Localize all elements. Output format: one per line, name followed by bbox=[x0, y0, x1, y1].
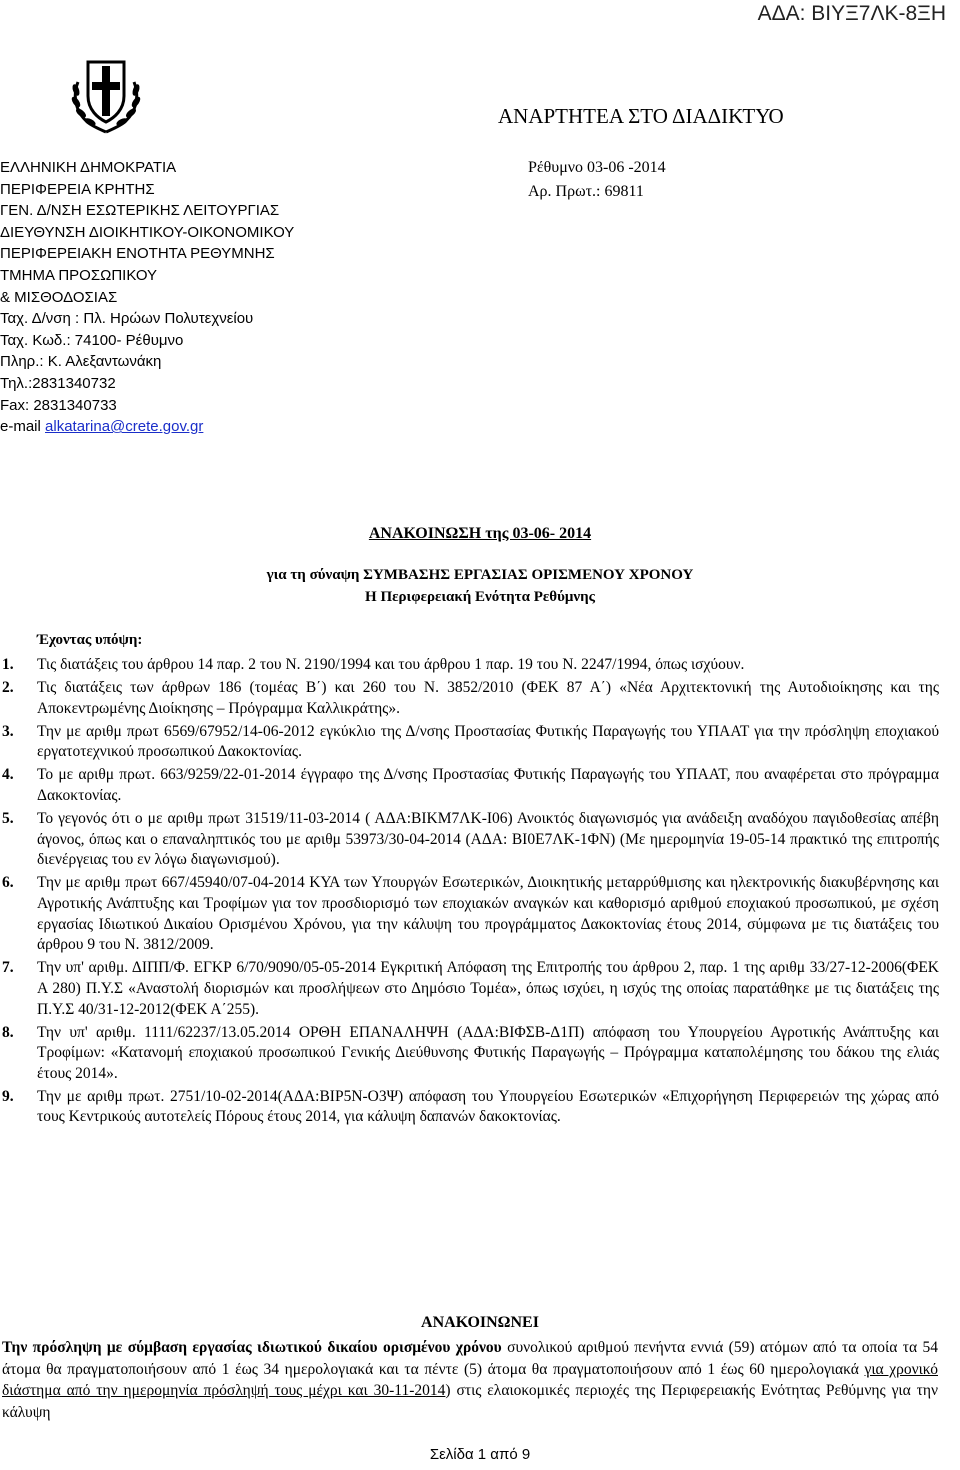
email-line bbox=[0, 416, 294, 438]
list-item bbox=[0, 809, 960, 871]
list-item bbox=[0, 1087, 960, 1128]
item-number: 2. bbox=[2, 679, 14, 697]
sender-address-block bbox=[0, 157, 294, 438]
list-item bbox=[0, 655, 960, 676]
body-text-1: συνολικού αριθμού πενήντα εννιά (59) ατόμων από τα οποία τα 54 άτομα θα πραγματοποιήσουν από 1 έως 34 ημερολογιακά και τα πέντε (5) άτομα θα πραγματοποιήσουν από 1 έως 60 ημερολογιακά bbox=[2, 1339, 938, 1378]
list-item bbox=[0, 1023, 960, 1085]
post-online-notice: ΑΝΑΡΤΗΤΕΑ ΣΤΟ ΔΙΑΔΙΚΤΥΟ bbox=[498, 104, 784, 128]
having-considered-label: Έχοντας υπόψη: bbox=[37, 632, 143, 648]
item-text: Τις διατάξεις των άρθρων 186 (τομέας Β΄) και 260 του Ν. 3852/2010 (ΦΕΚ 87 Α΄) «Νέα Αρχιτεκτονική της Αυτοδιοίκησης και της Αποκεντρωμένης Διοίκησης – Πρόγραμμα Καλλικράτης». bbox=[37, 679, 939, 717]
sender-line: Ταχ. Δ/νση : Πλ. Ηρώων Πολυτεχνείου bbox=[0, 310, 254, 328]
item-number: 6. bbox=[2, 874, 14, 892]
item-number: 9. bbox=[2, 1087, 14, 1105]
list-item bbox=[0, 678, 960, 719]
date-line: Ρέθυμνο 03-06 -2014 bbox=[528, 159, 666, 176]
ada-code: ΑΔΑ: ΒΙΥΞ7ΛΚ-8ΞΗ bbox=[757, 2, 946, 25]
date-protocol-block bbox=[528, 156, 666, 204]
considerations-list bbox=[0, 655, 960, 1131]
subheading-unit: Η Περιφερειακή Ενότητα Ρεθύμνης bbox=[365, 589, 595, 605]
item-number: 4. bbox=[2, 766, 14, 784]
item-text: Την υπ' αριθμ. ΔΙΠΠ/Φ. ΕΓΚΡ 6/70/9090/05-05-2014 Εγκριτική Απόφαση της Επιτροπής του άρθρου 2, παρ. 1 της αριθμ 33/27-12-2006(ΦΕΚ Α 280) Π.Υ.Σ «Αναστολή διορισμών και προσλήψεων στο Δημόσιο Τομέα», όπως ισχύει, η ισχύς της οποίας παρατάθηκε με τις διατάξεις της Π.Υ.Σ 40/31-12-2012(ΦΕΚ Α΄255). bbox=[37, 959, 939, 1018]
list-item bbox=[0, 722, 960, 763]
item-text: Την υπ' αριθμ. 1111/62237/13.05.2014 ΟΡΘΗ ΕΠΑΝΑΛΗΨΗ (ΑΔΑ:ΒΙΦΣΒ-Δ1Π) απόφαση του Υπουργείου Αγροτικής Ανάπτυξης και Τροφίμων: «Κατανομή εποχιακού προσωπικού Γενικής Διεύθυνσης Φυτικής Παραγωγής – Πρόγραμμα καταπολέμησης του δάκου της ελιάς έτους 2014». bbox=[37, 1023, 939, 1082]
item-text: Το με αριθμ πρωτ. 663/9259/22-01-2014 έγγραφο της Δ/νσης Προστασίας Φυτικής Παραγωγής του ΥΠΑΑΤ, που αναφέρεται στο πρόγραμμα Δακοκτονίας. bbox=[37, 766, 939, 805]
sender-line: & ΜΙΣΘΟΔΟΣΙΑΣ bbox=[0, 288, 118, 306]
greek-coat-of-arms-icon bbox=[64, 52, 148, 136]
body-underlined-period: για χρονικό διάστημα από την ημερομηνία πρόσληψή τους μέχρι και 30-11-2014 bbox=[2, 1360, 938, 1399]
body-bold-lead: Την πρόσληψη με σύμβαση εργασίας ιδιωτικού δικαίου ορισμένου χρόνου bbox=[2, 1339, 502, 1356]
email-label: e-mail bbox=[0, 418, 46, 436]
sender-line: ΤΜΗΜΑ ΠΡΟΣΩΠΙΚΟΥ bbox=[0, 266, 158, 284]
item-text: Το γεγονός ότι ο με αριθμ πρωτ 31519/11-03-2014 ( ΑΔΑ:ΒΙΚΜ7ΛΚ-Ι06) Ανοικτός διαγωνισμός για ανάδειξη αναδόχου παγιδοθεσίας απέβη άγονος, όπως και ο επαναληπτικός του με αριθμ 53973/30-04-2014 (ΑΔΑ: ΒΙ0Ε7ΛΚ-1ΦΝ) (Με ημερομηνία 19-05-14 πρακτικό της επιτροπής διενέργειας του εν λόγω διαγωνισμού). bbox=[37, 810, 939, 869]
page-number-footer: Σελίδα 1 από 9 bbox=[429, 1446, 531, 1463]
email-link[interactable]: alkatarina@crete.gov.gr bbox=[45, 418, 204, 436]
sender-line: Τηλ.:2831340732 bbox=[0, 374, 116, 392]
announcement-heading bbox=[0, 525, 960, 543]
body-text-2: ) στις ελαιοκομικές περιοχές της Περιφερειακής Ενότητας Ρεθύμνης για την κάλυψη bbox=[2, 1382, 938, 1421]
protocol-number: Αρ. Πρωτ.: 69811 bbox=[528, 183, 644, 200]
announcement-body bbox=[2, 1337, 938, 1423]
announces-heading: ΑΝΑΚΟΙΝΩΝΕΙ bbox=[421, 1314, 539, 1331]
item-text: Την με αριθμ πρωτ 6569/67952/14-06-2012 εγκύκλιο της Δ/νσης Προστασίας Φυτικής Παραγωγής του ΥΠΑΑΤ για την πρόσληψη εποχιακού εργατοτεχνικού προσωπικού Δακοκτονίας. bbox=[37, 722, 939, 761]
item-text: Την με αριθμ πρωτ. 2751/10-02-2014(ΑΔΑ:ΒΙΡ5Ν-Ο3Ψ) απόφαση του Υπουργείου Εσωτερικών «Επιχορήγηση Περιφερειών της χώρας από τους Κεντρικούς αυτοτελείς Πόρους έτους 2014, για κάλυψη δαπανών δακοκτονίας. bbox=[37, 1087, 939, 1126]
list-item bbox=[0, 958, 960, 1020]
subheading-contract: για τη σύναψη ΣΥΜΒΑΣΗΣ ΕΡΓΑΣΙΑΣ ΟΡΙΣΜΕΝΟΥ ΧΡΟΝΟΥ bbox=[266, 567, 694, 583]
item-number: 7. bbox=[2, 959, 14, 977]
item-text: Τις διατάξεις του άρθρου 14 παρ. 2 του Ν. 2190/1994 και του άρθρου 1 παρ. 19 του Ν. 2247/1994, όπως ισχύουν. bbox=[37, 656, 745, 673]
item-text: Την με αριθμ πρωτ 667/45940/07-04-2014 ΚΥΑ των Υπουργών Εσωτερικών, Διοικητικής μεταρρύθμισης και ηλεκτρονικής διακυβέρνησης και Αγροτικής Ανάπτυξης και Τροφίμων για τον προσδιορισμό των εποχιακών αναγκών και καθορισμό αριθμού εποχιακού προσωπικού, με σχέση εργασίας Ιδιωτικού Δικαίου Ορισμένου Χρόνου, για την κάλυψη του προγράμματος Δακοκτονίας έτους 2014, σύμφωνα με τις διατάξεις του άρθρου 9 του Ν. 3812/2009. bbox=[37, 874, 939, 954]
item-number: 5. bbox=[2, 810, 14, 828]
sender-line: ΠΕΡΙΦΕΡΕΙΑ ΚΡΗΤΗΣ bbox=[0, 180, 155, 198]
sender-line: Πληρ.: Κ. Αλεξαντωνάκη bbox=[0, 353, 162, 371]
sender-line: Fax: 2831340733 bbox=[0, 396, 117, 414]
sender-line: ΠΕΡΙΦΕΡΕΙΑΚΗ ΕΝΟΤΗΤΑ ΡΕΘΥΜΝΗΣ bbox=[0, 245, 275, 263]
sender-line: ΕΛΛΗΝΙΚΗ ΔΗΜΟΚΡΑΤΙΑ bbox=[0, 159, 177, 176]
item-number: 3. bbox=[2, 722, 14, 740]
sender-line: ΔΙΕΥΘΥΝΣΗ ΔΙΟΙΚΗΤΙΚΟΥ-ΟΙΚΟΝΟΜΙΚΟΥ bbox=[0, 223, 295, 241]
list-item bbox=[0, 873, 960, 955]
item-number: 8. bbox=[2, 1023, 14, 1041]
item-number: 1. bbox=[2, 656, 14, 673]
list-item bbox=[0, 765, 960, 806]
heading-text: ΑΝΑΚΟΙΝΩΣΗ της 03-06- 2014 bbox=[368, 525, 592, 542]
sender-line: ΓΕΝ. Δ/ΝΣΗ ΕΣΩΤΕΡΙΚΗΣ ΛΕΙΤΟΥΡΓΙΑΣ bbox=[0, 202, 280, 220]
sender-line: Ταχ. Κωδ.: 74100- Ρέθυμνο bbox=[0, 331, 184, 349]
